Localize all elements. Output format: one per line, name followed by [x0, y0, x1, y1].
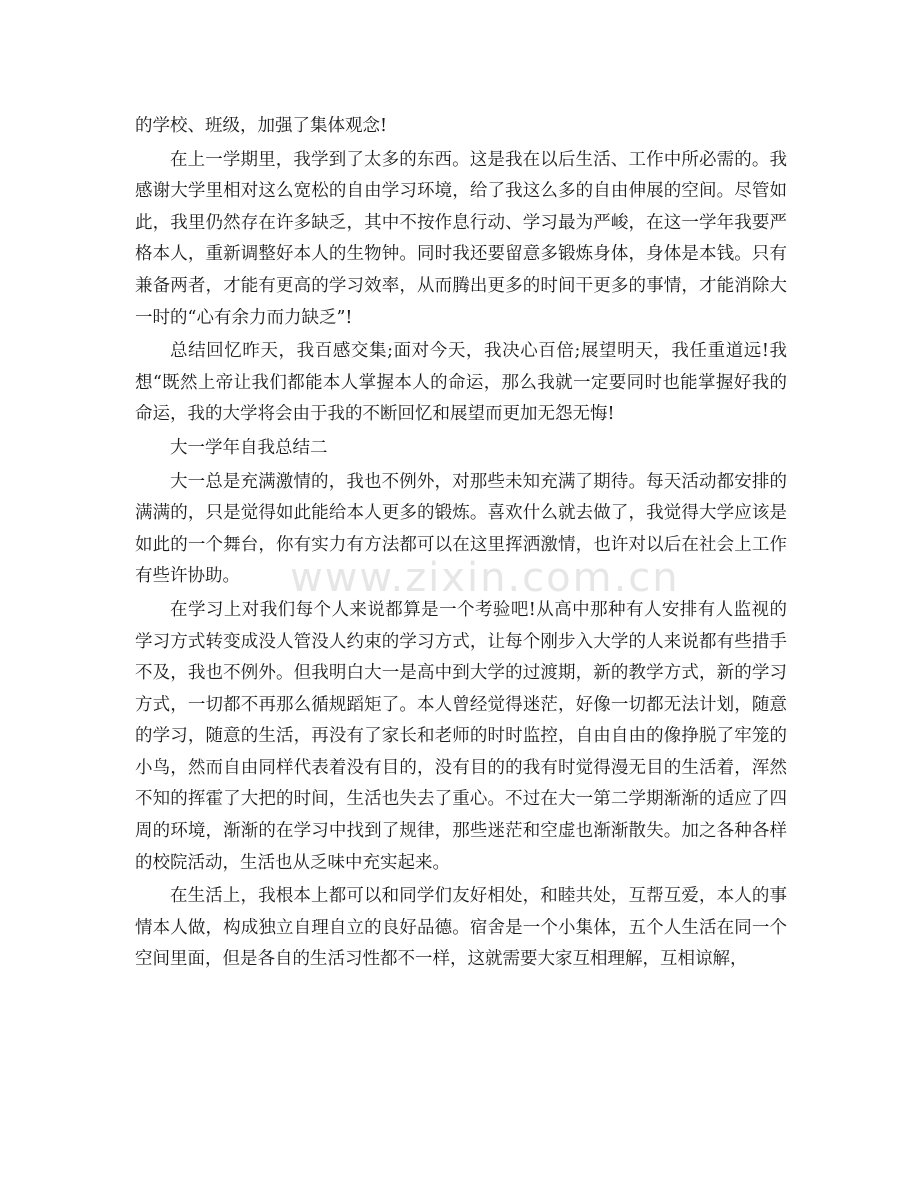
paragraph-continuation: 的学校、班级，加强了集体观念!	[135, 116, 388, 136]
paragraph: 在学习上对我们每个人来说都算是一个考验吧!从高中那种有人安排有人监视的学习方式转变成没人管没人约束的学习方式，让每个刚步入大学的人来说都有些措手不及，我也不例外。但我明白大一是高中到大学的过渡期，新的教学方式，新的学习方式，一切都不再那么循规蹈矩了。本人曾经觉得迷茫，好像一切都无法计划，随意的学习，随意的生活，再没有了家长和老师的时时监控，自由自由的像挣脱了牢笼的小鸟，然而自由同样代表着没有目的，没有目的的我有时觉得漫无目的生活着，浑然不知的挥霍了大把的时间，生活也失去了重心。不过在大一第二学期渐渐的适应了四周的环境，渐渐的在学习中找到了规律，那些迷茫和空虚也渐渐散失。加之各种各样的校院活动，生活也从乏味中充实起来。	[135, 599, 787, 873]
paragraph: 在上一学期里，我学到了太多的东西。这是我在以后生活、工作中所必需的。我感谢大学里相对这么宽松的自由学习环境，给了我这么多的自由伸展的空间。尽管如此，我里仍然存在许多缺乏，其中不按作息行动、学习最为严峻，在这一学年我要严格本人，重新调整好本人的生物钟。同时我还要留意多锻炼身体，身体是本钱。只有兼备两者，才能有更高的学习效率，从而腾出更多的时间干更多的事情，才能消除大一时的“心有余力而力缺乏”!	[135, 149, 787, 328]
watermark: www.zixin.com.cn	[290, 555, 680, 601]
section-heading: 大一学年自我总结二	[170, 437, 328, 458]
document-body	[135, 111, 787, 978]
paragraph: 大一总是充满激情的，我也不例外，对那些未知充满了期待。每天活动都安排的满满的，只是觉得如此能给本人更多的锻炼。喜欢什么就去做了，我觉得大学应该是如此的一个舞台，你有实力有方法都可以在这里挥洒激情，也许对以后在社会上工作有些许协助。	[135, 471, 787, 587]
paragraph: 在生活上，我根本上都可以和同学们友好相处，和睦共处，互帮互爱，本人的事情本人做，构成独立自理自立的良好品德。宿舍是一个小集体，五个人生活在同一个空间里面，但是各自的生活习性都不一样，这就需要大家互相理解，互相谅解，	[135, 886, 787, 970]
paragraph: 总结回忆昨天，我百感交集;面对今天，我决心百倍;展望明天，我任重道远!我想“既然上帝让我们都能本人掌握本人的命运，那么我就一定要同时也能掌握好我的命运，我的大学将会由于我的不断回忆和展望而更加无怨无悔!	[135, 341, 787, 425]
